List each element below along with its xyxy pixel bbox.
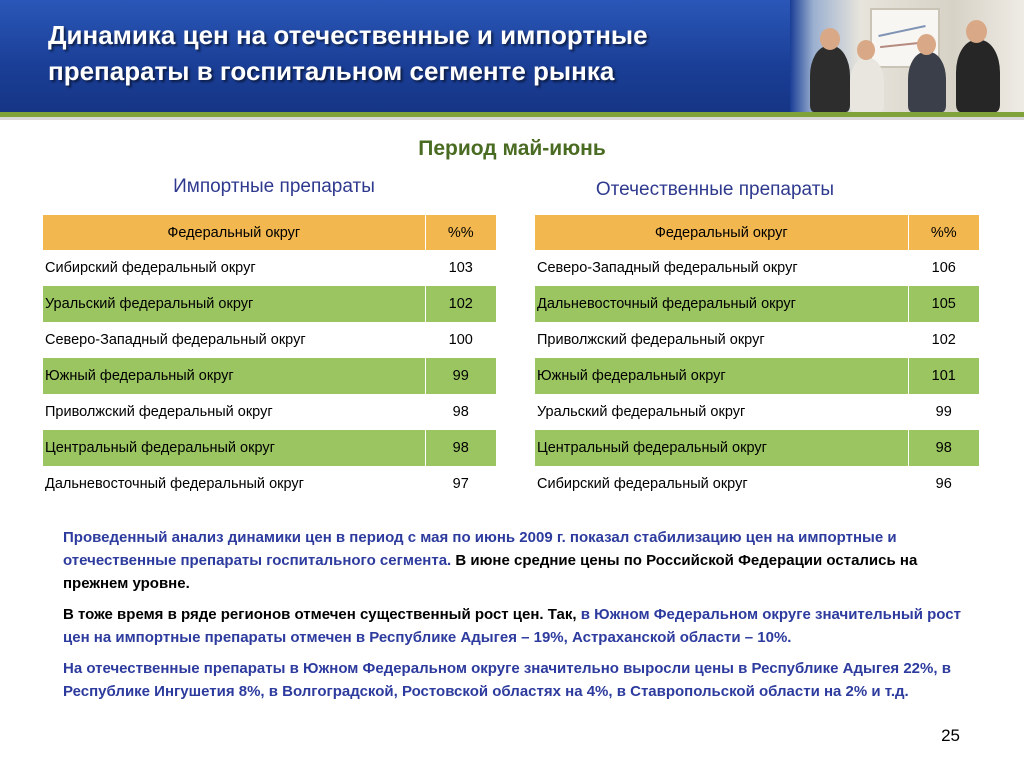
paragraph-highlight: в Южном Федеральном округе значительный рост цен на импортные препараты отмечен в Республике Адыгея – 19%, Астраханской области – 10%. [63, 606, 961, 646]
paragraph-text: В тоже время в ряде регионов отмечен существенный рост цен. Так, [63, 606, 581, 623]
percent-cell: 97 [425, 466, 496, 502]
analysis-text [63, 526, 968, 711]
slide-title-line2: препараты в госпитальном сегменте рынка [48, 56, 615, 86]
table-row [535, 322, 979, 358]
table-row [535, 394, 979, 430]
column-header-district: Федеральный округ [43, 215, 425, 250]
person-silhouette [850, 58, 884, 112]
table-header-row [535, 215, 979, 250]
person-silhouette [956, 40, 1000, 112]
table-row [535, 286, 979, 322]
percent-cell: 106 [908, 250, 979, 286]
table-row [43, 322, 496, 358]
header-divider-shadow [0, 117, 1024, 120]
table-row [43, 466, 496, 502]
analysis-paragraph [63, 603, 968, 649]
district-cell: Сибирский федеральный округ [537, 476, 748, 492]
district-cell: Приволжский федеральный округ [45, 404, 273, 420]
district-cell: Центральный федеральный округ [535, 430, 908, 466]
table-row [43, 394, 496, 430]
table-row [43, 430, 496, 466]
business-meeting-photo [790, 0, 1024, 112]
paragraph-text: В июне средние цены по Российской Федерации остались на прежнем уровне. [63, 552, 918, 592]
district-cell: Дальневосточный федеральный округ [45, 476, 304, 492]
table-row [535, 358, 979, 394]
slide-title-line1: Динамика цен на отечественные и импортные [48, 20, 648, 50]
analysis-paragraph [63, 657, 968, 703]
district-cell: Дальневосточный федеральный округ [535, 286, 908, 322]
percent-cell: 98 [425, 430, 496, 466]
percent-cell: 99 [908, 394, 979, 430]
district-cell: Центральный федеральный округ [43, 430, 425, 466]
percent-cell: 98 [908, 430, 979, 466]
person-head [966, 20, 987, 43]
paragraph-highlight: На отечественные препараты в Южном Федеральном округе значительно выросли цены в Республике Адыгея 22%, в Республике Ингушетия 8%, в Волгоградской, Ростовской областях на 4%, в Ставропольской области на 2% и т.д. [63, 660, 951, 700]
person-head [820, 28, 840, 50]
import-prices-table [43, 215, 496, 502]
district-cell: Сибирский федеральный округ [45, 260, 256, 276]
slide-title [48, 17, 788, 89]
percent-cell: 101 [908, 358, 979, 394]
percent-cell: 102 [908, 322, 979, 358]
import-table-title: Импортные препараты [173, 176, 375, 197]
table-row [535, 466, 979, 502]
percent-cell: 98 [425, 394, 496, 430]
page-number: 25 [941, 726, 960, 745]
table-header-row [43, 215, 496, 250]
person-head [857, 40, 875, 60]
analysis-paragraph [63, 526, 968, 595]
district-cell: Северо-Западный федеральный округ [537, 260, 798, 276]
district-cell: Приволжский федеральный округ [537, 332, 765, 348]
column-header-district: Федеральный округ [535, 215, 908, 250]
district-cell: Уральский федеральный округ [43, 286, 425, 322]
percent-cell: 105 [908, 286, 979, 322]
domestic-table-title: Отечественные препараты [595, 179, 835, 200]
slide-header [0, 0, 1024, 112]
table-row [43, 358, 496, 394]
percent-cell: 96 [908, 466, 979, 502]
person-silhouette [810, 46, 850, 112]
district-cell: Северо-Западный федеральный округ [45, 332, 306, 348]
table-row [535, 430, 979, 466]
paragraph-highlight: Проведенный анализ динамики цен в период с мая по июнь 2009 г. показал стабилизацию цен на импортные и отечественные препараты госпитального сегмента. [63, 529, 897, 569]
district-cell: Южный федеральный округ [43, 358, 425, 394]
percent-cell: 99 [425, 358, 496, 394]
person-silhouette [908, 52, 946, 112]
percent-cell: 103 [425, 250, 496, 286]
district-cell: Уральский федеральный округ [537, 404, 746, 420]
percent-cell: 100 [425, 322, 496, 358]
column-header-percent: %% [908, 215, 979, 250]
table-row [43, 286, 496, 322]
person-head [917, 34, 936, 55]
table-row [43, 250, 496, 286]
percent-cell: 102 [425, 286, 496, 322]
column-header-percent: %% [425, 215, 496, 250]
period-title: Период май-июнь [418, 137, 606, 160]
table-row [535, 250, 979, 286]
domestic-prices-table [535, 215, 979, 502]
district-cell: Южный федеральный округ [535, 358, 908, 394]
